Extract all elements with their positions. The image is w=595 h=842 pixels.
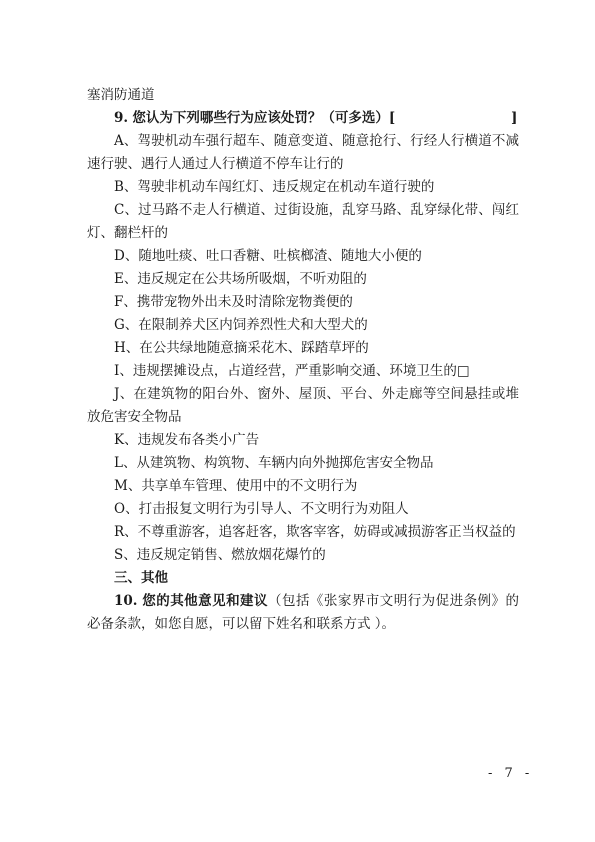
question-10-number: 10. [114,593,138,609]
page-content [87,84,519,636]
question-10 [87,590,519,636]
question-9-bracket-close: ] [511,110,518,126]
option-l: L、从建筑物、构筑物、车辆内向外抛掷危害安全物品 [114,455,434,471]
option-b: B、驾驶非机动车闯红灯、违反规定在机动车道行驶的 [114,179,435,195]
option-d: D、随地吐痰、吐口香糖、吐槟榔渣、随地大小便的 [114,248,422,264]
option-i: I、违规摆摊设点，占道经营，严重影响交通、环境卫生的□ [114,363,470,379]
page-number: - 7 - [488,766,534,781]
option-a: A、驾驶机动车强行超车、随意变道、随意抢行、行经人行横道不减速行驶、遇行人通过人行横道不停车让行的 [87,133,519,172]
option-r: R、不尊重游客，追客赶客，欺客宰客，妨碍或减损游客正当权益的 [114,524,516,540]
option-c: C、过马路不走人行横道、过街设施，乱穿马路、乱穿绿化带、闯红灯、翻栏杆的 [87,202,519,241]
question-10-rest-text: （包括《张家界市文明行为促进条例》的必备条款，如您自愿，可以留下姓名和联系方式 ）。 [87,593,519,632]
continuation-line: 塞消防通道 [87,87,155,103]
option-j: J、在建筑物的阳台外、窗外、屋顶、平台、外走廊等空间悬挂或堆放危害安全物品 [87,386,519,425]
question-9-text: 您认为下列哪些行为应该处罚？（可多选）[ [132,110,396,126]
section-3-heading: 三、其他 [114,570,168,586]
option-k: K、违规发布各类小广告 [114,432,260,448]
question-10-bold-text: 您的其他意见和建议 [142,593,268,609]
option-m: M、共享单车管理、使用中的不文明行为 [114,478,358,494]
question-9 [87,107,519,130]
option-f: F、携带宠物外出未及时清除宠物粪便的 [114,294,353,310]
option-g: G、在限制养犬区内饲养烈性犬和大型犬的 [114,317,368,333]
option-o: O、打击报复文明行为引导人、不文明行为劝阻人 [114,501,409,517]
question-9-number: 9. [114,110,129,126]
option-s: S、违反规定销售、燃放烟花爆竹的 [114,547,326,563]
option-h: H、在公共绿地随意摘采花木、踩踏草坪的 [114,340,369,356]
option-e: E、违反规定在公共场所吸烟，不听劝阻的 [114,271,367,287]
